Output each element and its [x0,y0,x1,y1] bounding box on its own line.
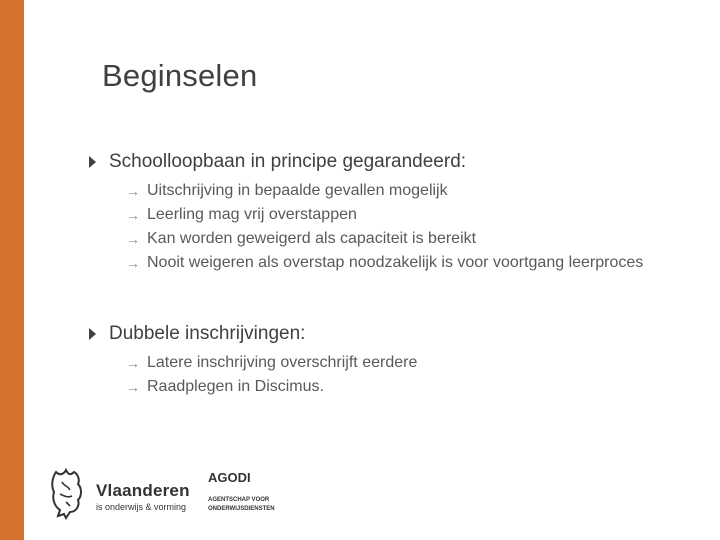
arrow-right-icon: → [126,255,140,271]
flemish-lion-icon [48,468,88,520]
list-item [88,351,707,375]
list-item-text: Leerling mag vrij overstappen [147,206,357,223]
list-item [88,375,707,399]
arrow-right-icon: → [126,355,140,371]
sub-list [88,179,707,275]
accent-bar [0,0,24,540]
arrow-right-icon: → [126,379,140,395]
agodi-logo-text: AGODI [208,470,251,485]
vlaanderen-tagline: is onderwijs & vorming [96,502,187,512]
list-item [88,251,707,275]
agodi-tagline: AGENTSCHAP VOOR ONDERWIJSDIENSTEN [208,497,275,512]
list-item [88,179,707,203]
section-heading: Schoolloopbaan in principe gegarandeerd: [109,151,467,172]
slide-title: Beginselen [102,58,258,93]
list-item [88,227,707,251]
arrow-right-icon: → [126,231,140,247]
list-item [88,203,707,227]
vlaanderen-logo-text: Vlaanderen [96,481,190,500]
section-heading: Dubbele inschrijvingen: [109,323,306,344]
section-heading-row [88,322,707,346]
section-schoolloopbaan [88,150,707,275]
triangle-right-icon [89,328,96,340]
sub-list [88,351,707,399]
section-dubbele-inschrijvingen [88,322,707,399]
footer-logos [48,462,308,532]
list-item-text: Latere inschrijving overschrijft eerdere [147,354,418,371]
arrow-right-icon: → [126,207,140,223]
list-item-text: Kan worden geweigerd als capaciteit is bereikt [147,230,477,247]
list-item-text: Uitschrijving in bepaalde gevallen mogelijk [147,182,448,199]
triangle-right-icon [89,156,96,168]
list-item-text: Nooit weigeren als overstap noodzakelijk is voor voortgang leerproces [147,254,644,271]
arrow-right-icon: → [126,183,140,199]
section-heading-row [88,150,707,174]
list-item-text: Raadplegen in Discimus. [147,378,324,395]
